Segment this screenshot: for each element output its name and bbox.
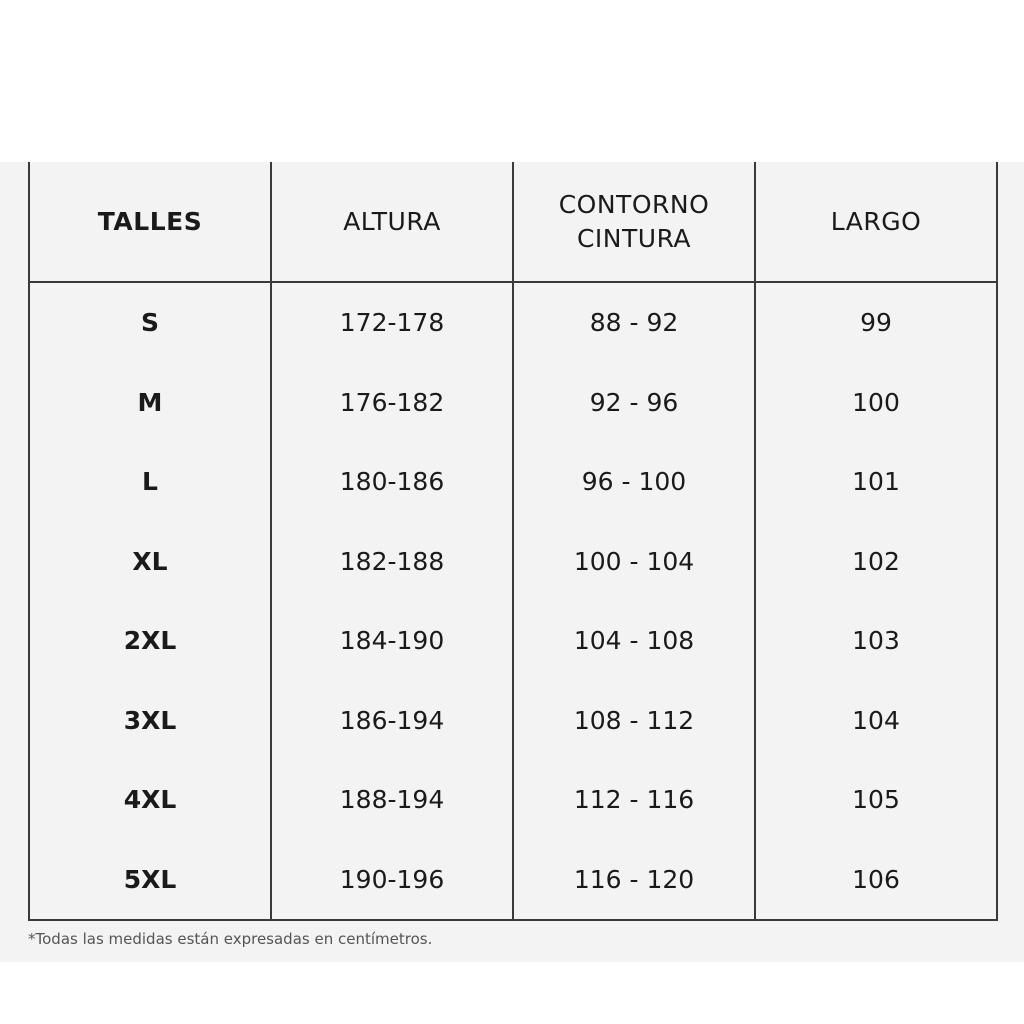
length-cell: 106	[755, 840, 997, 921]
table-row	[29, 522, 997, 602]
header-contorno-cintura: CONTORNO CINTURA	[513, 162, 755, 282]
length-cell: 100	[755, 363, 997, 443]
waist-cell: 112 - 116	[513, 760, 755, 840]
footnote: *Todas las medidas están expresadas en centímetros.	[28, 930, 433, 948]
table-row	[29, 442, 997, 522]
waist-cell: 92 - 96	[513, 363, 755, 443]
height-cell: 188-194	[271, 760, 513, 840]
height-cell: 184-190	[271, 601, 513, 681]
waist-cell: 116 - 120	[513, 840, 755, 921]
waist-cell: 104 - 108	[513, 601, 755, 681]
height-cell: 182-188	[271, 522, 513, 602]
waist-cell: 96 - 100	[513, 442, 755, 522]
table-header-row	[29, 162, 997, 282]
size-cell: 3XL	[29, 681, 271, 761]
size-cell: S	[29, 282, 271, 363]
header-largo: LARGO	[755, 162, 997, 282]
length-cell: 101	[755, 442, 997, 522]
size-chart-table	[28, 162, 998, 921]
size-cell: XL	[29, 522, 271, 602]
size-cell: L	[29, 442, 271, 522]
waist-cell: 88 - 92	[513, 282, 755, 363]
length-cell: 105	[755, 760, 997, 840]
waist-cell: 100 - 104	[513, 522, 755, 602]
table-row	[29, 681, 997, 761]
length-cell: 103	[755, 601, 997, 681]
header-talles: TALLES	[29, 162, 271, 282]
header-altura: ALTURA	[271, 162, 513, 282]
size-cell: 5XL	[29, 840, 271, 921]
height-cell: 172-178	[271, 282, 513, 363]
length-cell: 104	[755, 681, 997, 761]
size-cell: 4XL	[29, 760, 271, 840]
size-cell: 2XL	[29, 601, 271, 681]
waist-cell: 108 - 112	[513, 681, 755, 761]
size-cell: M	[29, 363, 271, 443]
length-cell: 99	[755, 282, 997, 363]
length-cell: 102	[755, 522, 997, 602]
height-cell: 180-186	[271, 442, 513, 522]
height-cell: 186-194	[271, 681, 513, 761]
table-row	[29, 282, 997, 363]
table-row	[29, 760, 997, 840]
height-cell: 176-182	[271, 363, 513, 443]
table-row	[29, 840, 997, 921]
table-row	[29, 363, 997, 443]
height-cell: 190-196	[271, 840, 513, 921]
table-row	[29, 601, 997, 681]
